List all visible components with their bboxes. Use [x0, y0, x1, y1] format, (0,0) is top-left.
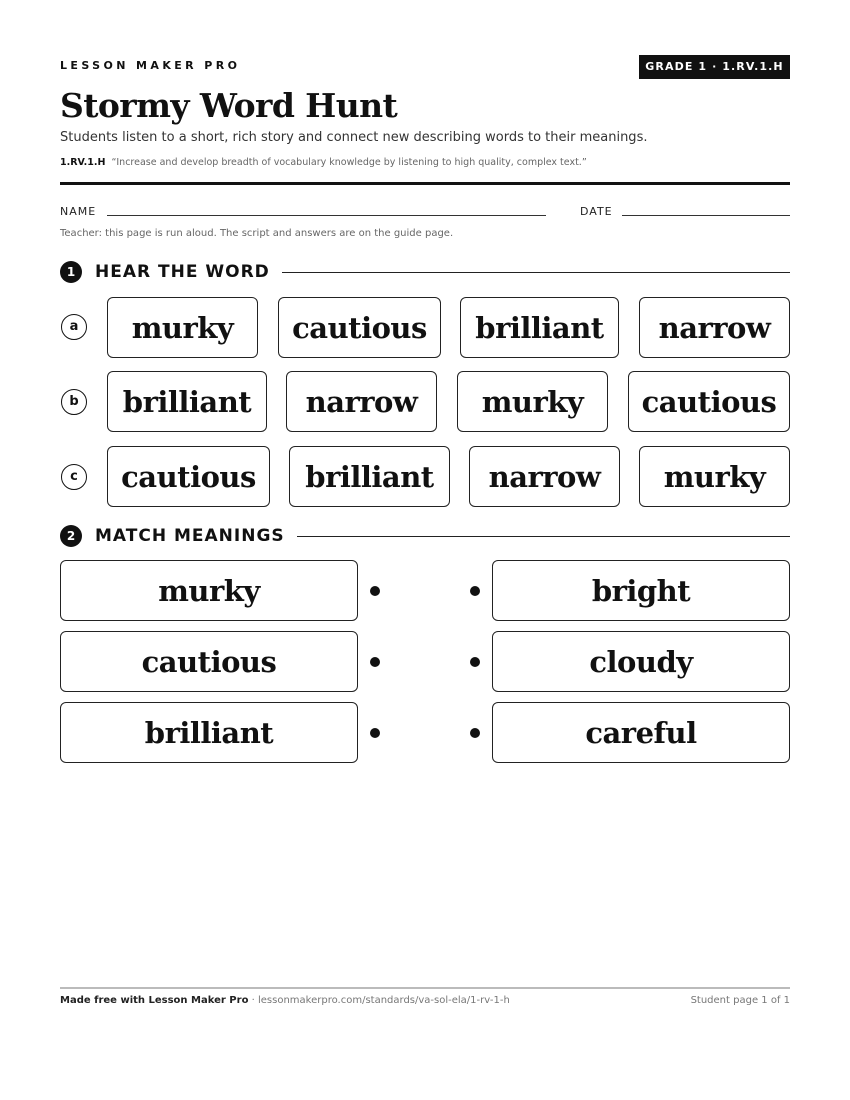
row-letter-a: a — [61, 314, 87, 340]
match-meaning-card[interactable]: cloudy — [492, 631, 790, 692]
footer-divider — [60, 987, 790, 989]
row-letter-c: c — [61, 464, 87, 490]
match-dot-left[interactable] — [370, 586, 380, 596]
footer-separator: · — [248, 995, 258, 1006]
word-card[interactable]: brilliant — [460, 297, 619, 358]
standard-text: “Increase and develop breadth of vocabulary knowledge by listening to high quality, complex text.” — [111, 157, 587, 168]
grade-badge: GRADE 1 · 1.RV.1.H — [639, 55, 790, 79]
match-meaning-card[interactable]: careful — [492, 702, 790, 763]
match-word-card[interactable]: murky — [60, 560, 358, 621]
date-line[interactable] — [622, 215, 790, 216]
word-card[interactable]: cautious — [107, 446, 270, 507]
header-divider — [60, 182, 790, 185]
match-dot-left[interactable] — [370, 728, 380, 738]
footer-page-number: Student page 1 of 1 — [690, 995, 790, 1006]
date-label: DATE — [580, 205, 613, 218]
brand-name: LESSON MAKER PRO — [60, 59, 241, 72]
name-label: NAME — [60, 205, 97, 218]
page-title: Stormy Word Hunt — [60, 86, 398, 125]
page-subtitle: Students listen to a short, rich story and connect new describing words to their meanings. — [60, 130, 648, 145]
match-dot-right[interactable] — [470, 657, 480, 667]
footer-url[interactable]: lessonmakerpro.com/standards/va-sol-ela/1-rv-1-h — [257, 995, 510, 1006]
section-rule — [297, 536, 790, 537]
word-card[interactable]: narrow — [286, 371, 437, 432]
word-card[interactable]: brilliant — [289, 446, 450, 507]
section-title: MATCH MEANINGS — [95, 526, 285, 546]
word-card[interactable]: cautious — [628, 371, 790, 432]
section-rule — [282, 272, 790, 273]
word-card[interactable]: murky — [457, 371, 608, 432]
word-card[interactable]: murky — [639, 446, 790, 507]
match-dot-left[interactable] — [370, 657, 380, 667]
word-card[interactable]: narrow — [469, 446, 620, 507]
section-number: 2 — [60, 525, 82, 547]
standard-line — [60, 157, 587, 168]
row-letter-b: b — [61, 389, 87, 415]
word-card[interactable]: narrow — [639, 297, 790, 358]
match-word-card[interactable]: cautious — [60, 631, 358, 692]
section-hear-the-word — [60, 260, 790, 284]
match-dot-right[interactable] — [470, 586, 480, 596]
word-card[interactable]: brilliant — [107, 371, 267, 432]
match-word-card[interactable]: brilliant — [60, 702, 358, 763]
footer-credit — [60, 995, 510, 1006]
standard-code: 1.RV.1.H — [60, 157, 106, 168]
section-title: HEAR THE WORD — [95, 262, 270, 282]
word-card[interactable]: cautious — [278, 297, 441, 358]
footer-made-with: Made free with Lesson Maker Pro — [60, 995, 249, 1006]
section-match-meanings — [60, 524, 790, 548]
teacher-note: Teacher: this page is run aloud. The script and answers are on the guide page. — [60, 228, 454, 239]
word-card[interactable]: murky — [107, 297, 258, 358]
name-line[interactable] — [107, 215, 546, 216]
match-dot-right[interactable] — [470, 728, 480, 738]
section-number: 1 — [60, 261, 82, 283]
match-meaning-card[interactable]: bright — [492, 560, 790, 621]
